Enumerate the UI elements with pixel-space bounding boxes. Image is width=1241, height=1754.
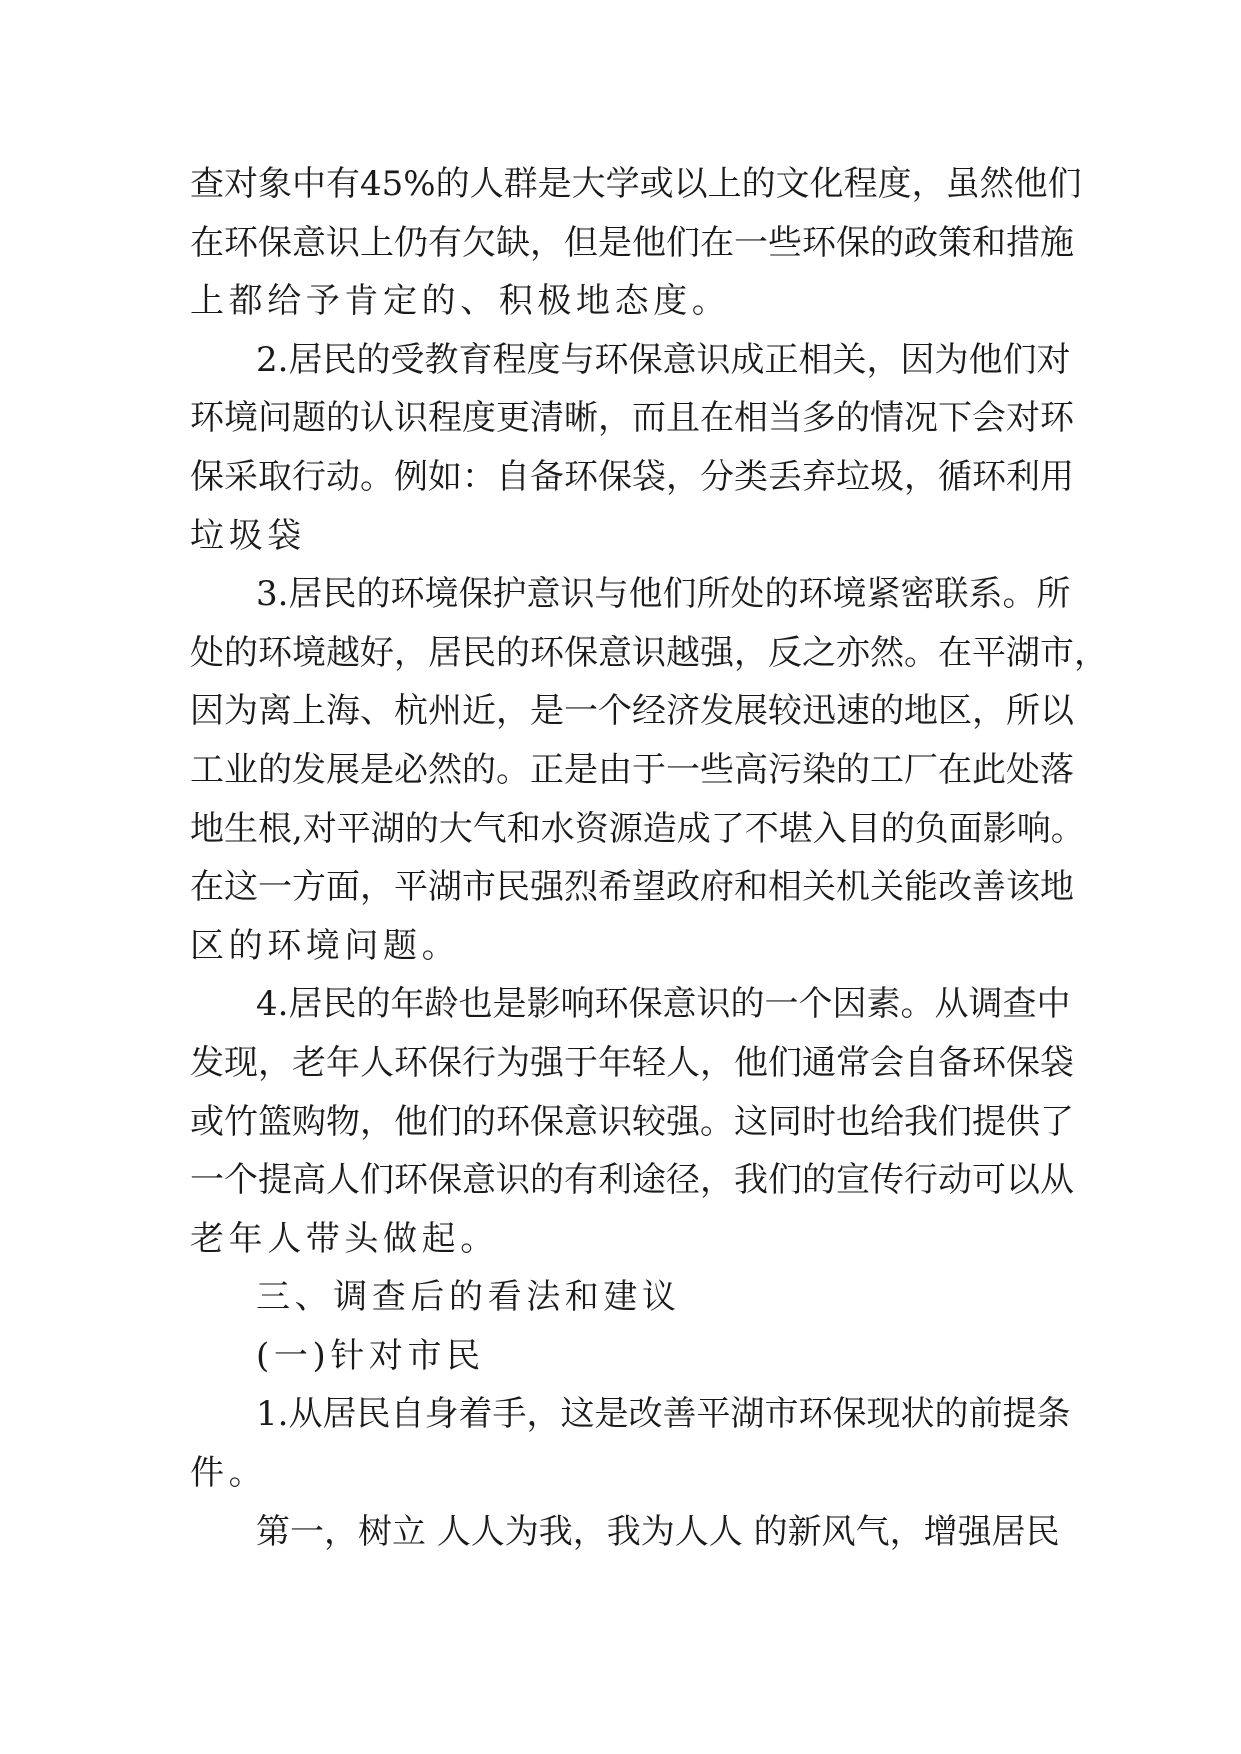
body-text xyxy=(190,155,1108,1561)
text-line: 4.居民的年龄也是影响环保意识的一个因素。从调查中 xyxy=(256,984,1071,1025)
text-line: 地生根,对平湖的大气和水资源造成了不堪入目的负面影响。 xyxy=(190,808,1085,849)
text-line: 一个提高人们环保意识的有利途径，我们的宣传行动可以从 xyxy=(190,1160,1074,1201)
text-line: 上都给予肯定的、积极地态度。 xyxy=(190,281,731,322)
text-line: (一)针对市民 xyxy=(256,1335,485,1376)
text-line: 环境问题的认识程度更清晰，而且在相当多的情况下会对环 xyxy=(190,398,1074,439)
text-line: 查对象中有45%的人群是大学或以上的文化程度，虽然他们 xyxy=(190,164,1082,204)
text-line: 件。 xyxy=(190,1453,268,1494)
text-line: 垃圾袋 xyxy=(190,515,306,556)
text-line: 3.居民的环境保护意识与他们所处的环境紧密联系。所 xyxy=(256,574,1071,615)
text-line: 或竹篮购物，他们的环保意识较强。这同时也给我们提供了 xyxy=(190,1101,1074,1142)
text-line: 保采取行动。例如：自备环保袋，分类丢弃垃圾，循环利用 xyxy=(190,456,1074,497)
text-line: 工业的发展是必然的。正是由于一些高污染的工厂在此处落 xyxy=(190,749,1074,790)
text-line: 在这一方面，平湖市民强烈希望政府和相关机关能改善该地 xyxy=(190,867,1074,908)
text-line: 老年人带头做起。 xyxy=(190,1218,499,1259)
text-line: 因为离上海、杭州近，是一个经济发展较迅速的地区，所以 xyxy=(190,691,1074,732)
text-line: 发现，老年人环保行为强于年轻人，他们通常会自备环保袋 xyxy=(190,1042,1074,1083)
text-line: 处的环境越好，居民的环保意识越强，反之亦然。在平湖市， xyxy=(190,632,1108,673)
text-line: 三、调查后的看法和建议 xyxy=(256,1277,681,1318)
text-line: 在环保意识上仍有欠缺，但是他们在一些环保的政策和措施 xyxy=(190,222,1074,263)
text-line: 2.居民的受教育程度与环保意识成正相关，因为他们对 xyxy=(256,339,1071,380)
text-line: 1.从居民自身着手，这是改善平湖市环保现状的前提条 xyxy=(256,1394,1071,1435)
text-line: 第一，树立 人人为我，我为人人 的新风气，增强居民 xyxy=(256,1511,1060,1552)
text-line: 区的环境问题。 xyxy=(190,925,461,966)
